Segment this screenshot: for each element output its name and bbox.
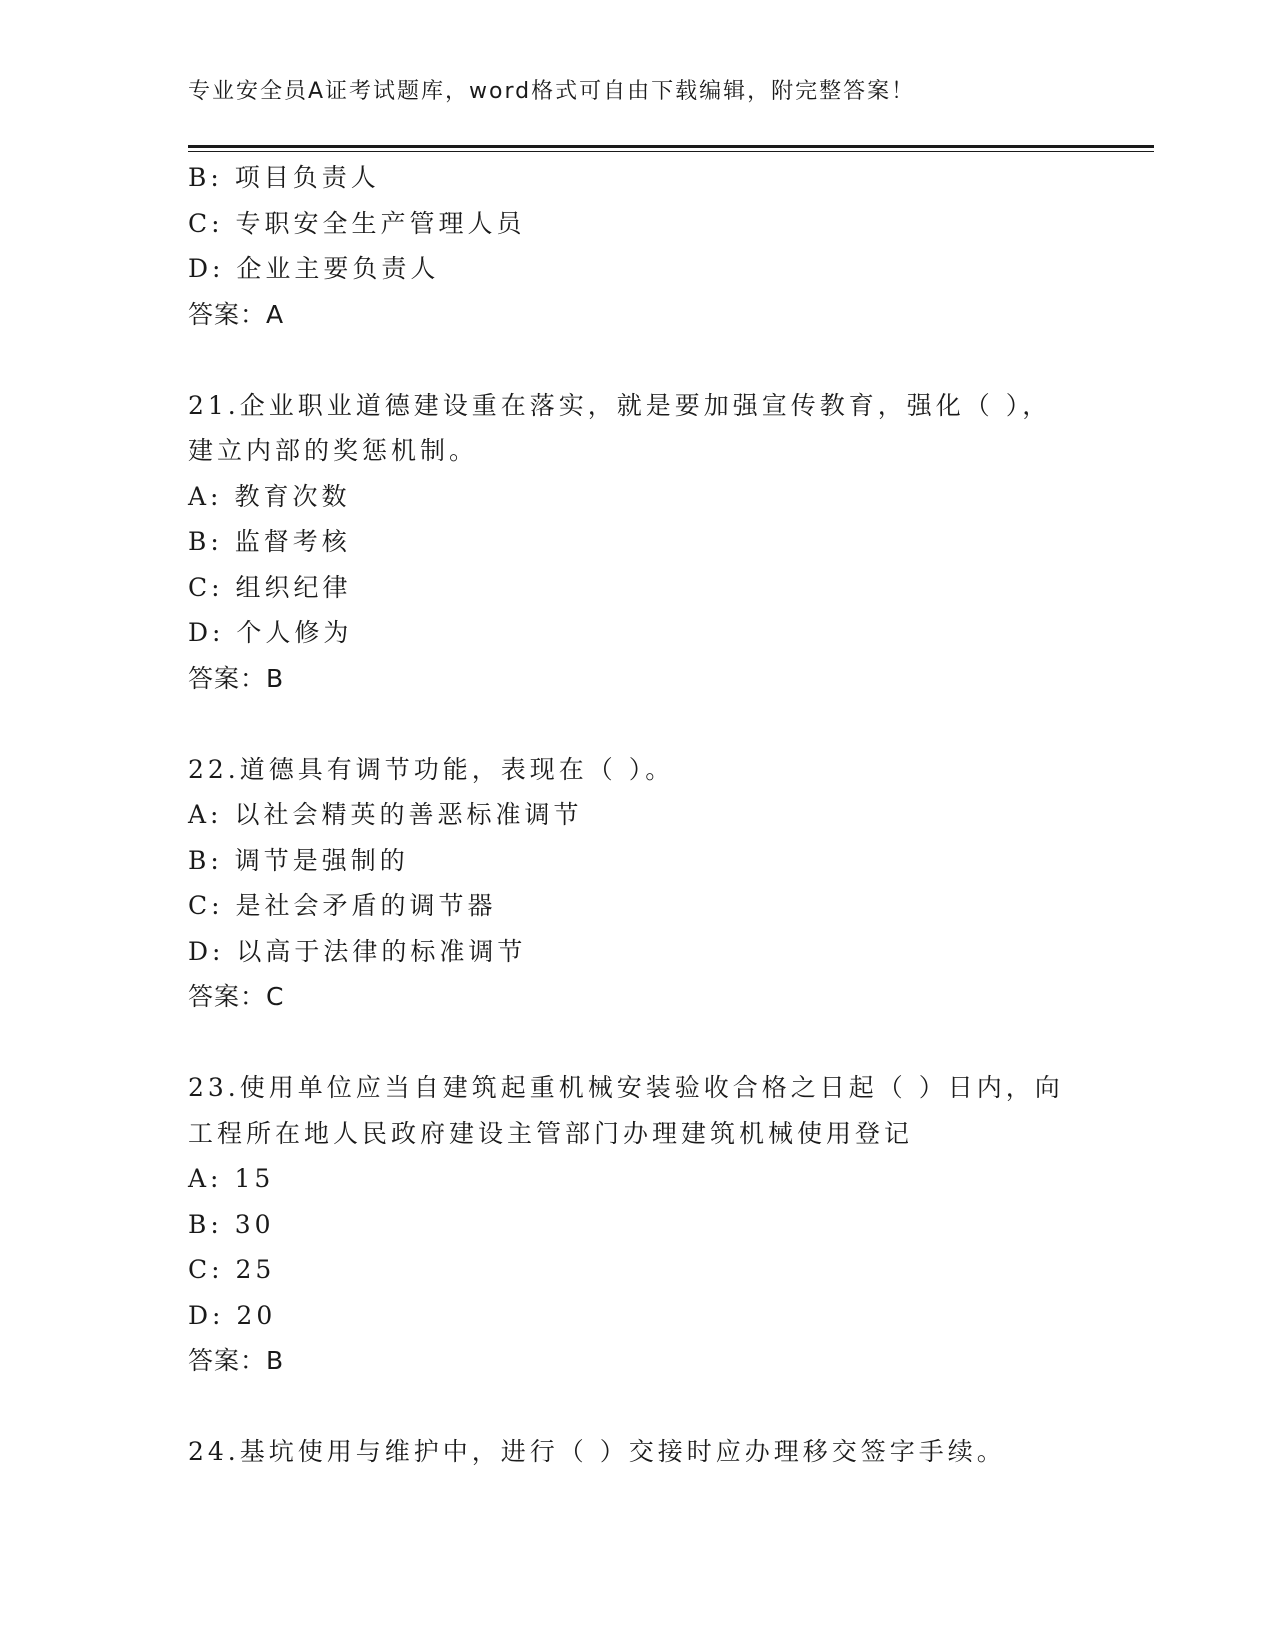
- document-body: [188, 155, 1088, 1475]
- answer-line: 答案：A: [188, 299, 285, 329]
- option-label: D:: [188, 1300, 225, 1330]
- option-text: 教育次数: [234, 481, 351, 511]
- option-label: A:: [188, 800, 223, 829]
- option-line: [188, 565, 1088, 611]
- option-text: 以高于法律的标准调节: [236, 936, 527, 966]
- option-label: A:: [188, 1164, 223, 1193]
- option-text: 以社会精英的善恶标准调节: [234, 800, 583, 829]
- option-label: C:: [188, 891, 224, 920]
- option-line: [188, 1202, 1088, 1248]
- option-label: D:: [188, 618, 225, 647]
- option-label: C:: [188, 208, 224, 238]
- option-label: C:: [188, 1255, 224, 1284]
- option-label: A:: [188, 481, 223, 511]
- option-text: 专职安全生产管理人员: [235, 208, 526, 238]
- option-text: 组织纪律: [235, 572, 352, 602]
- option-text: 25: [235, 1255, 276, 1284]
- option-line: [188, 610, 1088, 656]
- answer-line: 答案：B: [188, 1346, 285, 1375]
- header-rule-thin: [188, 151, 1154, 152]
- option-text: 监督考核: [234, 527, 351, 556]
- question-stem: 22.道德具有调节功能，表现在（ ）。: [188, 754, 675, 784]
- option-text: 20: [236, 1300, 277, 1330]
- option-text: 15: [234, 1164, 275, 1193]
- header-rule-thick: [188, 145, 1154, 148]
- option-line: [188, 883, 1088, 929]
- option-label: D:: [188, 254, 225, 283]
- question-stem: 21.企业职业道德建设重在落实，就是要加强宣传教育，强化（ ），: [188, 390, 1052, 420]
- question-23: [188, 1065, 1088, 1384]
- question-stem: 建立内部的奖惩机制。: [188, 436, 479, 465]
- spacer: [188, 337, 1088, 383]
- spacer: [188, 1020, 1088, 1066]
- answer-line: 答案：B: [188, 663, 285, 693]
- option-label: D:: [188, 936, 225, 966]
- option-line: [188, 838, 1088, 884]
- option-text: 是社会矛盾的调节器: [235, 891, 497, 920]
- question-fragment: [188, 155, 1088, 337]
- page-header: 专业安全员A证考试题库，word格式可自由下载编辑，附完整答案！: [188, 79, 916, 104]
- option-line: [188, 1293, 1088, 1339]
- option-line: [188, 474, 1088, 520]
- option-text: 项目负责人: [234, 163, 380, 192]
- option-text: 个人修为: [236, 618, 353, 647]
- option-label: B:: [188, 163, 223, 192]
- option-line: [188, 929, 1088, 975]
- option-label: C:: [188, 572, 224, 602]
- question-21: [188, 383, 1088, 702]
- option-label: B:: [188, 527, 223, 556]
- question-22: [188, 747, 1088, 1020]
- option-line: [188, 201, 1088, 247]
- question-24: [188, 1429, 1088, 1475]
- answer-line: 答案：C: [188, 982, 285, 1011]
- option-line: [188, 246, 1088, 292]
- question-stem: 工程所在地人民政府建设主管部门办理建筑机械使用登记: [188, 1118, 914, 1148]
- question-stem: 24.基坑使用与维护中，进行（ ）交接时应办理移交签字手续。: [188, 1437, 1006, 1466]
- option-text: 企业主要负责人: [236, 254, 440, 283]
- option-line: [188, 155, 1088, 201]
- option-text: 30: [234, 1209, 275, 1239]
- option-line: [188, 519, 1088, 565]
- option-label: B:: [188, 845, 223, 875]
- question-stem: 23.使用单位应当自建筑起重机械安装验收合格之日起（ ）日内，向: [188, 1073, 1064, 1102]
- option-line: [188, 792, 1088, 838]
- option-line: [188, 1156, 1088, 1202]
- option-line: [188, 1247, 1088, 1293]
- option-text: 调节是强制的: [234, 845, 409, 875]
- option-label: B:: [188, 1209, 223, 1239]
- spacer: [188, 1384, 1088, 1430]
- spacer: [188, 701, 1088, 747]
